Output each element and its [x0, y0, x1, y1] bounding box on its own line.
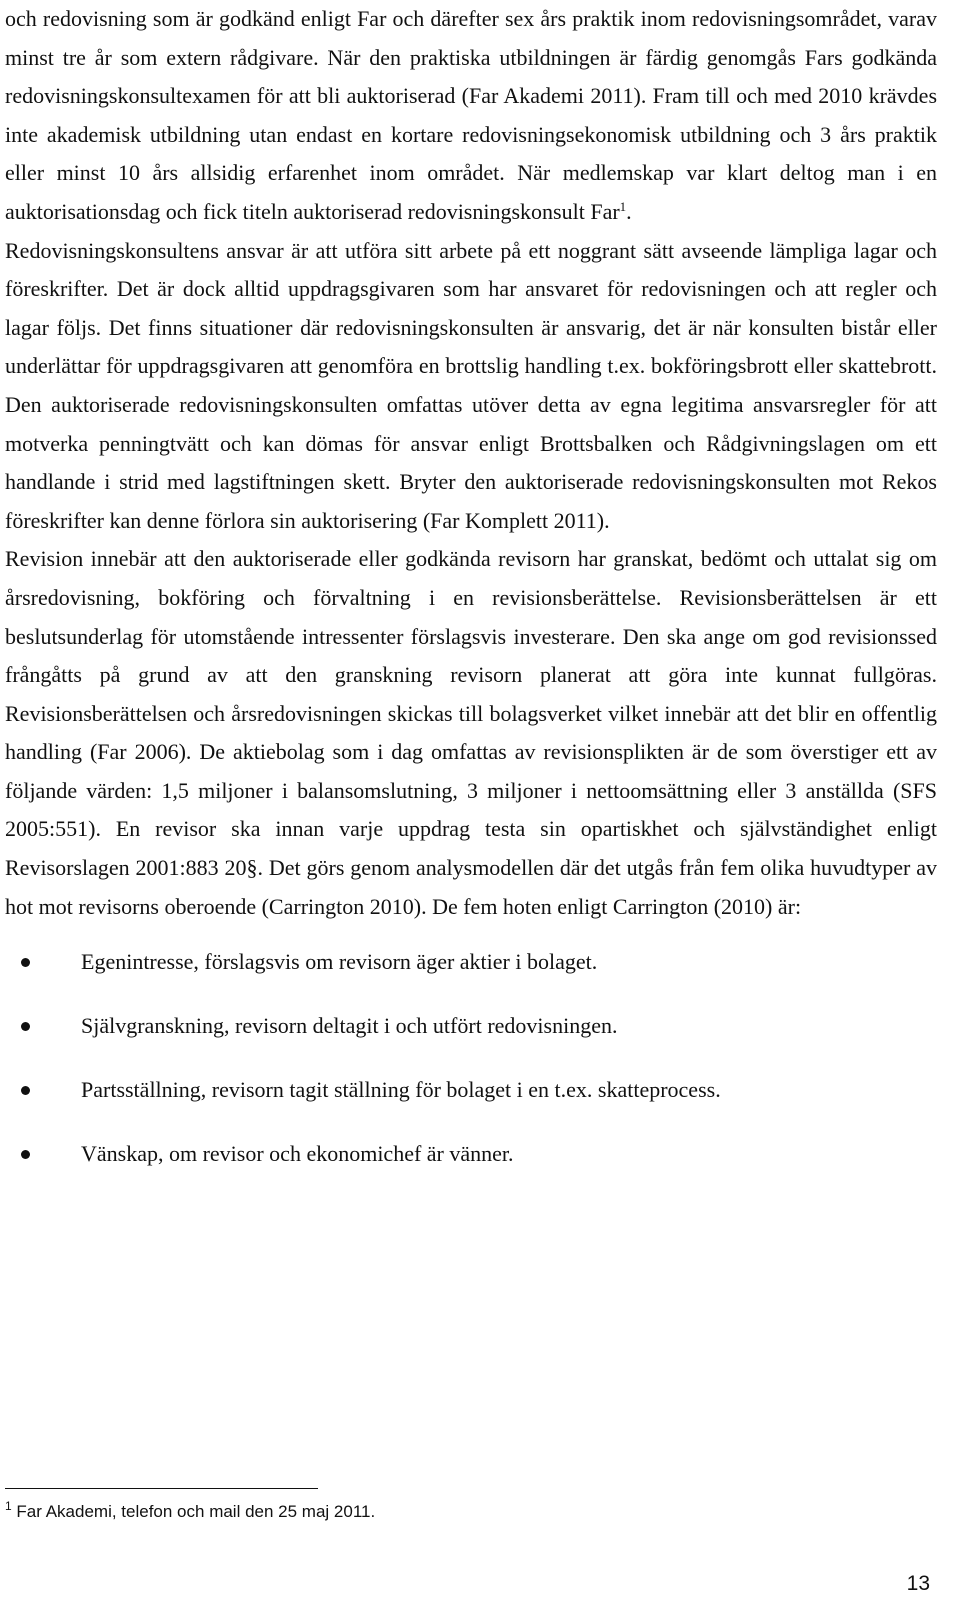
page-number: 13	[906, 1572, 930, 1595]
list-item-text: Självgranskning, revisorn deltagit i och utfört redovisningen.	[81, 1013, 618, 1039]
bullet-icon	[21, 958, 30, 967]
footnote	[5, 1500, 375, 1524]
document-body	[5, 0, 937, 1199]
list-item-text: Vänskap, om revisor och ekonomichef är vänner.	[81, 1141, 514, 1167]
bullet-icon	[21, 1022, 30, 1031]
bullet-icon	[21, 1150, 30, 1159]
list-item	[5, 1007, 937, 1045]
footnote-text: Far Akademi, telefon och mail den 25 maj 2011.	[16, 1502, 376, 1521]
paragraph-end-punctuation: .	[626, 198, 632, 224]
list-item-text: Partsställning, revisorn tagit ställning för bolaget i en t.ex. skatteprocess.	[81, 1077, 721, 1103]
paragraph-redovisningskonsultens-ansvar: Redovisningskonsultens ansvar är att utföra sitt arbete på ett noggrant sätt avseende lämpliga lagar och föreskrifter. Det är dock alltid uppdragsgivaren som har ansvaret för redovisningen och att regler och lagar följs. Det finns situationer där redovisningskonsulten är ansvarig, det är när konsulten bistår eller underlättar för uppdragsgivaren att genomföra en brottslig handling t.ex. bokföringsbrott eller skattebrott. Den auktoriserade redovisningskonsulten omfattas utöver detta av egna legitima ansvarsregler för att motverka penningtvätt och kan dömas för ansvar enligt Brottsbalken och Rådgivningslagen om ett handlande i strid med lagstiftningen skett. Bryter den auktoriserade redovisningskonsulten mot Rekos föreskrifter kan denne förlora sin auktorisering (Far Komplett 2011).	[5, 237, 937, 533]
bullet-icon	[21, 1086, 30, 1095]
paragraph-auktoriserad-redovisningskonsult	[5, 0, 937, 232]
footnote-reference[interactable]: 1	[619, 198, 627, 214]
footnote-number: 1	[5, 1499, 12, 1513]
footnote-separator	[5, 1488, 318, 1489]
paragraph-revision: Revision innebär att den auktoriserade eller godkända revisorn har granskat, bedömt och uttalat sig om årsredovisning, bokföring och förvaltning i en revisionsberättelse. Revisionsberättelsen är ett beslutsunderlag för utomstående intressenter förslagsvis investerare. Den ska ange om god revisionssed frångåtts på grund av att den granskning revisorn planerat att göra inte kunnat fullgöras. Revisionsberättelsen och årsredovisningen skickas till bolagsverket vilket innebär att det blir en offentlig handling (Far 2006). De aktiebolag som i dag omfattas av revisionsplikten är de som överstiger ett av följande värden: 1,5 miljoner i balansomslutning, 3 miljoner i nettoomsättning eller 3 anställda (SFS 2005:551). En revisor ska innan varje uppdrag testa sin opartiskhet och självständighet enligt Revisorslagen 2001:883 20§. Det görs genom analysmodellen där det utgås från fem olika huvudtyper av hot mot revisorns oberoende (Carrington 2010). De fem hoten enligt Carrington (2010) är:	[5, 546, 937, 919]
list-item	[5, 1135, 937, 1173]
list-item	[5, 943, 937, 981]
list-item	[5, 1071, 937, 1109]
threats-bullet-list	[5, 943, 937, 1173]
paragraph-text: och redovisning som är godkänd enligt Far och därefter sex års praktik inom redovisningsområdet, varav minst tre år som extern rådgivare. När den praktiska utbildningen är färdig genomgås Fars godkända redovisningskonsultexamen för att bli auktoriserad (Far Akademi 2011). Fram till och med 2010 krävdes inte akademisk utbildning utan endast en kortare redovisningsekonomisk utbildning och 3 års praktik eller minst 10 års allsidig erfarenhet inom området. När medlemskap var klart deltog man i en auktorisationsdag och fick titeln auktoriserad redovisningskonsult Far	[5, 6, 937, 224]
list-item-text: Egenintresse, förslagsvis om revisorn äger aktier i bolaget.	[81, 949, 598, 975]
